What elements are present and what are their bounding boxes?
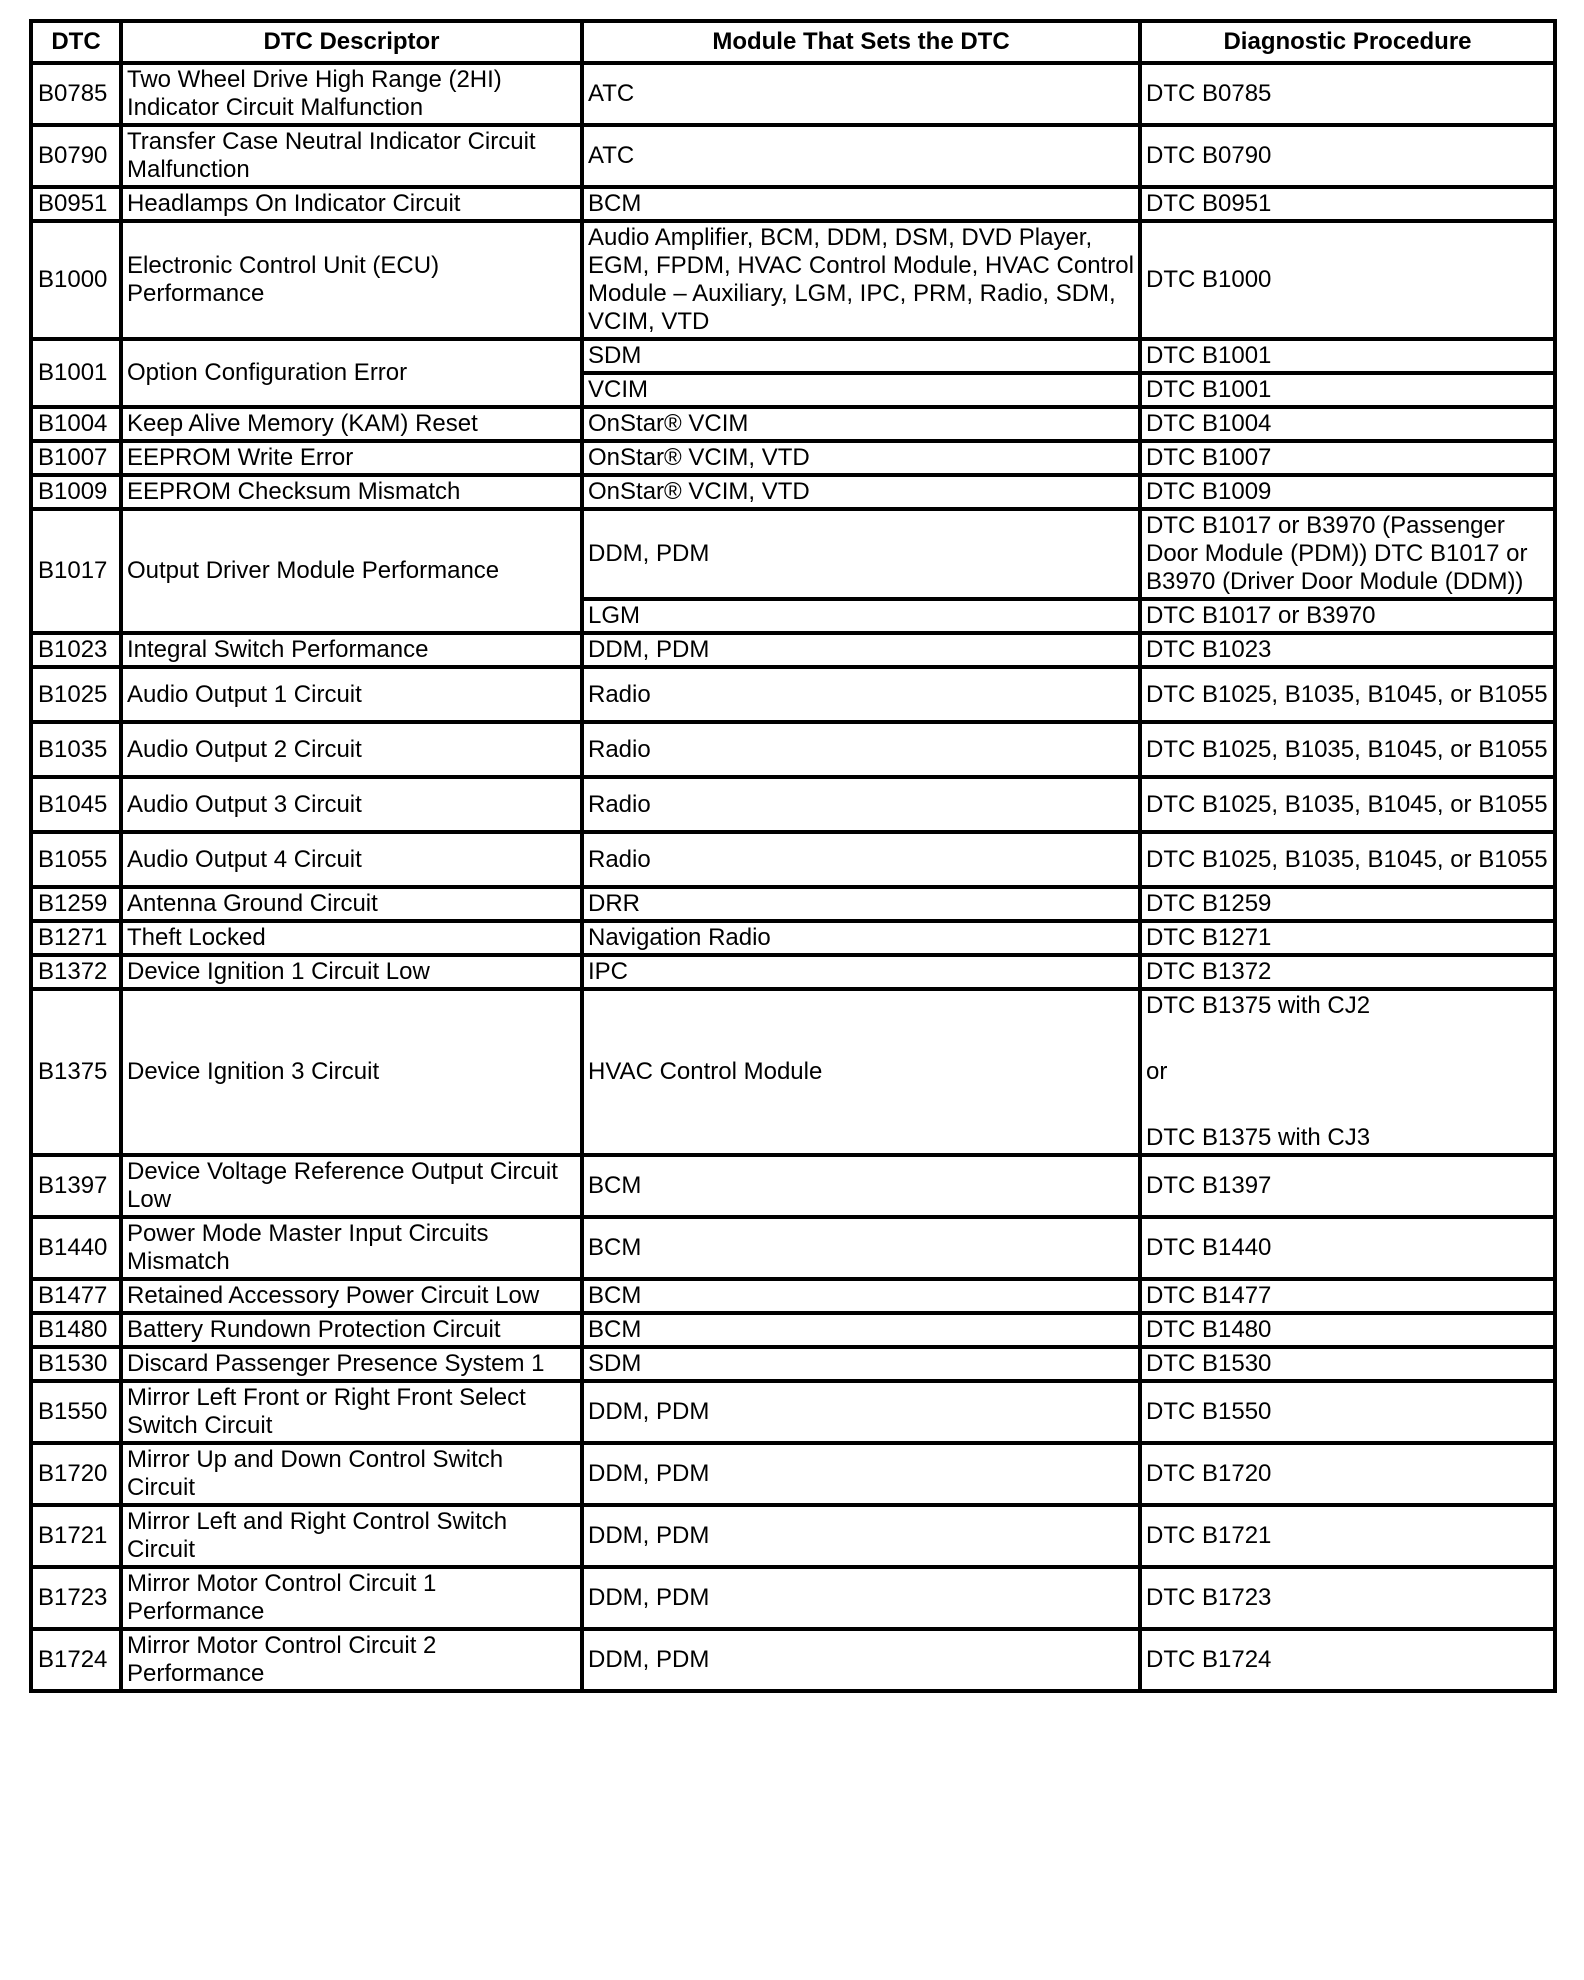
dtc-code: B1397 bbox=[31, 1155, 121, 1217]
dtc-descriptor: Device Voltage Reference Output Circuit Low bbox=[121, 1155, 582, 1217]
setting-module: BCM bbox=[582, 1217, 1140, 1279]
table-row bbox=[31, 475, 1555, 509]
diagnostic-procedure: DTC B1397 bbox=[1140, 1155, 1555, 1217]
dtc-descriptor: Option Configuration Error bbox=[121, 339, 582, 407]
table-row bbox=[31, 1217, 1555, 1279]
dtc-code: B0951 bbox=[31, 187, 121, 221]
dtc-descriptor: Audio Output 3 Circuit bbox=[121, 777, 582, 832]
dtc-descriptor: Mirror Up and Down Control Switch Circuit bbox=[121, 1443, 582, 1505]
table-header bbox=[31, 21, 1555, 63]
diagnostic-procedure: DTC B0951 bbox=[1140, 187, 1555, 221]
diagnostic-procedure: DTC B1025, B1035, B1045, or B1055 bbox=[1140, 722, 1555, 777]
table-row bbox=[31, 1629, 1555, 1691]
setting-module: VCIM bbox=[582, 373, 1140, 407]
dtc-code: B1480 bbox=[31, 1313, 121, 1347]
dtc-descriptor: Mirror Motor Control Circuit 2 Performance bbox=[121, 1629, 582, 1691]
setting-module: BCM bbox=[582, 187, 1140, 221]
setting-module: DRR bbox=[582, 887, 1140, 921]
diagnostic-procedure: DTC B1023 bbox=[1140, 633, 1555, 667]
diagnostic-procedure: DTC B1000 bbox=[1140, 221, 1555, 339]
dtc-code: B1723 bbox=[31, 1567, 121, 1629]
table-row bbox=[31, 1381, 1555, 1443]
setting-module: Radio bbox=[582, 667, 1140, 722]
table-row bbox=[31, 989, 1555, 1155]
dtc-table bbox=[29, 19, 1557, 1693]
dtc-descriptor: Two Wheel Drive High Range (2HI) Indicator Circuit Malfunction bbox=[121, 63, 582, 125]
setting-module: Radio bbox=[582, 722, 1140, 777]
setting-module: DDM, PDM bbox=[582, 1443, 1140, 1505]
diagnostic-procedure: DTC B1001 bbox=[1140, 373, 1555, 407]
dtc-code: B1025 bbox=[31, 667, 121, 722]
dtc-code: B1721 bbox=[31, 1505, 121, 1567]
diagnostic-procedure: DTC B1009 bbox=[1140, 475, 1555, 509]
diagnostic-procedure: DTC B1372 bbox=[1140, 955, 1555, 989]
table-row bbox=[31, 221, 1555, 339]
dtc-descriptor: EEPROM Write Error bbox=[121, 441, 582, 475]
setting-module: Radio bbox=[582, 777, 1140, 832]
table-row bbox=[31, 832, 1555, 887]
dtc-code: B1271 bbox=[31, 921, 121, 955]
diagnostic-procedure: DTC B1721 bbox=[1140, 1505, 1555, 1567]
dtc-code: B1550 bbox=[31, 1381, 121, 1443]
dtc-descriptor: Audio Output 4 Circuit bbox=[121, 832, 582, 887]
diagnostic-procedure: DTC B1001 bbox=[1140, 339, 1555, 373]
diagnostic-procedure: DTC B1550 bbox=[1140, 1381, 1555, 1443]
diagnostic-procedure: DTC B1477 bbox=[1140, 1279, 1555, 1313]
header-descriptor: DTC Descriptor bbox=[121, 21, 582, 63]
setting-module: DDM, PDM bbox=[582, 1505, 1140, 1567]
header-row bbox=[31, 21, 1555, 63]
procedure-lines bbox=[1146, 992, 1549, 1152]
setting-module: LGM bbox=[582, 599, 1140, 633]
dtc-descriptor: Keep Alive Memory (KAM) Reset bbox=[121, 407, 582, 441]
setting-module: OnStar® VCIM bbox=[582, 407, 1140, 441]
dtc-code: B1009 bbox=[31, 475, 121, 509]
dtc-descriptor: Electronic Control Unit (ECU) Performance bbox=[121, 221, 582, 339]
dtc-code: B1259 bbox=[31, 887, 121, 921]
dtc-descriptor: Mirror Motor Control Circuit 1 Performance bbox=[121, 1567, 582, 1629]
table-row bbox=[31, 63, 1555, 125]
setting-module: DDM, PDM bbox=[582, 1381, 1140, 1443]
diagnostic-procedure: DTC B1440 bbox=[1140, 1217, 1555, 1279]
diagnostic-procedure: DTC B1004 bbox=[1140, 407, 1555, 441]
dtc-descriptor: EEPROM Checksum Mismatch bbox=[121, 475, 582, 509]
diagnostic-procedure: DTC B1007 bbox=[1140, 441, 1555, 475]
table-row bbox=[31, 125, 1555, 187]
dtc-descriptor: Transfer Case Neutral Indicator Circuit Malfunction bbox=[121, 125, 582, 187]
diagnostic-procedure: DTC B1723 bbox=[1140, 1567, 1555, 1629]
setting-module: DDM, PDM bbox=[582, 1567, 1140, 1629]
header-dtc: DTC bbox=[31, 21, 121, 63]
dtc-code: B1000 bbox=[31, 221, 121, 339]
dtc-descriptor: Device Ignition 1 Circuit Low bbox=[121, 955, 582, 989]
table-row bbox=[31, 722, 1555, 777]
dtc-code: B1023 bbox=[31, 633, 121, 667]
table-row bbox=[31, 1567, 1555, 1629]
dtc-code: B1440 bbox=[31, 1217, 121, 1279]
dtc-code: B1372 bbox=[31, 955, 121, 989]
dtc-descriptor: Retained Accessory Power Circuit Low bbox=[121, 1279, 582, 1313]
diagnostic-procedure: DTC B1017 or B3970 (Passenger Door Module (PDM)) DTC B1017 or B3970 (Driver Door Module (DDM)) bbox=[1140, 509, 1555, 599]
dtc-descriptor: Antenna Ground Circuit bbox=[121, 887, 582, 921]
header-procedure: Diagnostic Procedure bbox=[1140, 21, 1555, 63]
table-row bbox=[31, 1505, 1555, 1567]
table-row bbox=[31, 887, 1555, 921]
dtc-descriptor: Mirror Left Front or Right Front Select Switch Circuit bbox=[121, 1381, 582, 1443]
table-row bbox=[31, 509, 1555, 599]
setting-module: BCM bbox=[582, 1313, 1140, 1347]
dtc-code: B0790 bbox=[31, 125, 121, 187]
table-row bbox=[31, 777, 1555, 832]
setting-module: Radio bbox=[582, 832, 1140, 887]
setting-module: OnStar® VCIM, VTD bbox=[582, 441, 1140, 475]
diagnostic-procedure: DTC B1530 bbox=[1140, 1347, 1555, 1381]
procedure-line: DTC B1375 with CJ3 bbox=[1146, 1124, 1371, 1151]
setting-module: ATC bbox=[582, 63, 1140, 125]
diagnostic-procedure: DTC B1025, B1035, B1045, or B1055 bbox=[1140, 832, 1555, 887]
diagnostic-procedure: DTC B1259 bbox=[1140, 887, 1555, 921]
procedure-line: or bbox=[1146, 1058, 1168, 1085]
dtc-code: B1724 bbox=[31, 1629, 121, 1691]
table-row bbox=[31, 339, 1555, 373]
diagnostic-procedure bbox=[1140, 989, 1555, 1155]
dtc-code: B1477 bbox=[31, 1279, 121, 1313]
diagnostic-procedure: DTC B1480 bbox=[1140, 1313, 1555, 1347]
setting-module: BCM bbox=[582, 1279, 1140, 1313]
setting-module: Navigation Radio bbox=[582, 921, 1140, 955]
dtc-descriptor: Power Mode Master Input Circuits Mismatch bbox=[121, 1217, 582, 1279]
table-row bbox=[31, 1347, 1555, 1381]
table-row bbox=[31, 1313, 1555, 1347]
table-row bbox=[31, 1443, 1555, 1505]
table-row bbox=[31, 187, 1555, 221]
setting-module: DDM, PDM bbox=[582, 633, 1140, 667]
dtc-descriptor: Audio Output 1 Circuit bbox=[121, 667, 582, 722]
dtc-descriptor: Audio Output 2 Circuit bbox=[121, 722, 582, 777]
dtc-descriptor: Output Driver Module Performance bbox=[121, 509, 582, 633]
dtc-descriptor: Integral Switch Performance bbox=[121, 633, 582, 667]
setting-module: DDM, PDM bbox=[582, 1629, 1140, 1691]
table-body bbox=[31, 63, 1555, 1691]
setting-module: BCM bbox=[582, 1155, 1140, 1217]
dtc-code: B1007 bbox=[31, 441, 121, 475]
header-module: Module That Sets the DTC bbox=[582, 21, 1140, 63]
table-row bbox=[31, 921, 1555, 955]
setting-module: OnStar® VCIM, VTD bbox=[582, 475, 1140, 509]
dtc-descriptor: Discard Passenger Presence System 1 bbox=[121, 1347, 582, 1381]
dtc-descriptor: Mirror Left and Right Control Switch Circuit bbox=[121, 1505, 582, 1567]
dtc-descriptor: Theft Locked bbox=[121, 921, 582, 955]
dtc-code: B1035 bbox=[31, 722, 121, 777]
setting-module: ATC bbox=[582, 125, 1140, 187]
dtc-code: B1720 bbox=[31, 1443, 121, 1505]
table-row bbox=[31, 633, 1555, 667]
diagnostic-procedure: DTC B1724 bbox=[1140, 1629, 1555, 1691]
setting-module: SDM bbox=[582, 1347, 1140, 1381]
setting-module: SDM bbox=[582, 339, 1140, 373]
setting-module: Audio Amplifier, BCM, DDM, DSM, DVD Player, EGM, FPDM, HVAC Control Module, HVAC Control Module – Auxiliary, LGM, IPC, PRM, Radio, SDM, VCIM, VTD bbox=[582, 221, 1140, 339]
diagnostic-procedure: DTC B1025, B1035, B1045, or B1055 bbox=[1140, 777, 1555, 832]
dtc-descriptor: Battery Rundown Protection Circuit bbox=[121, 1313, 582, 1347]
dtc-code: B1530 bbox=[31, 1347, 121, 1381]
table-row bbox=[31, 441, 1555, 475]
setting-module: HVAC Control Module bbox=[582, 989, 1140, 1155]
dtc-code: B1375 bbox=[31, 989, 121, 1155]
diagnostic-procedure: DTC B0785 bbox=[1140, 63, 1555, 125]
diagnostic-procedure: DTC B1017 or B3970 bbox=[1140, 599, 1555, 633]
table-row bbox=[31, 407, 1555, 441]
diagnostic-procedure: DTC B1271 bbox=[1140, 921, 1555, 955]
dtc-code: B0785 bbox=[31, 63, 121, 125]
table-row bbox=[31, 955, 1555, 989]
dtc-code: B1055 bbox=[31, 832, 121, 887]
dtc-descriptor: Headlamps On Indicator Circuit bbox=[121, 187, 582, 221]
dtc-code: B1001 bbox=[31, 339, 121, 407]
table-row bbox=[31, 667, 1555, 722]
dtc-code: B1045 bbox=[31, 777, 121, 832]
table-row bbox=[31, 1155, 1555, 1217]
setting-module: IPC bbox=[582, 955, 1140, 989]
procedure-line: DTC B1375 with CJ2 bbox=[1146, 992, 1371, 1019]
dtc-code: B1004 bbox=[31, 407, 121, 441]
diagnostic-procedure: DTC B1025, B1035, B1045, or B1055 bbox=[1140, 667, 1555, 722]
setting-module: DDM, PDM bbox=[582, 509, 1140, 599]
dtc-code: B1017 bbox=[31, 509, 121, 633]
dtc-descriptor: Device Ignition 3 Circuit bbox=[121, 989, 582, 1155]
diagnostic-procedure: DTC B0790 bbox=[1140, 125, 1555, 187]
diagnostic-procedure: DTC B1720 bbox=[1140, 1443, 1555, 1505]
table-row bbox=[31, 1279, 1555, 1313]
